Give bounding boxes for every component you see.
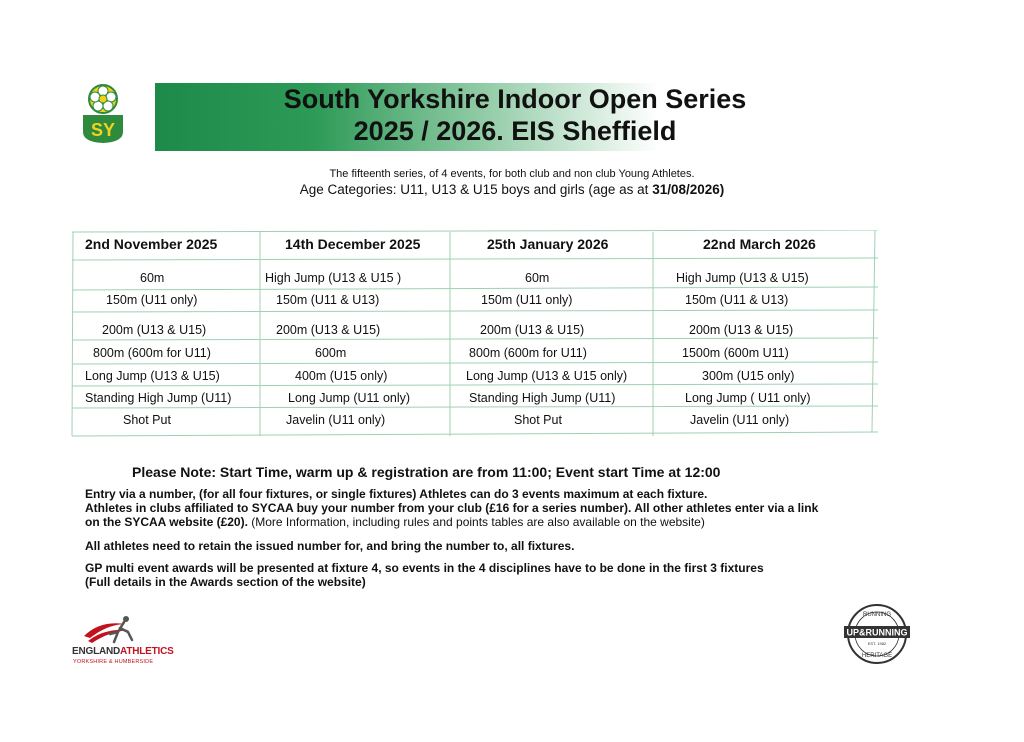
ea-word-england: ENGLAND	[72, 646, 121, 657]
svg-text:HERITAGE: HERITAGE	[861, 653, 893, 659]
age-categories	[0, 182, 1024, 197]
table-cell: High Jump (U13 & U15)	[676, 271, 809, 285]
header-fixture-4: 22nd March 2026	[703, 236, 816, 252]
ea-word-athletics: ATHLETICS	[120, 646, 174, 657]
table-cell: 60m	[140, 271, 165, 285]
header-fixture-2: 14th December 2025	[285, 236, 421, 252]
header-fixture-3: 25th January 2026	[487, 236, 609, 252]
series-description: The fifteenth series, of 4 events, for both club and non club Young Athletes.	[329, 168, 695, 180]
table-cell: 200m (U13 & U15)	[276, 323, 381, 337]
svg-text:RUNNING: RUNNING	[863, 612, 891, 618]
table-cell: 200m (U13 & U15)	[102, 323, 207, 337]
table-cell: 600m	[315, 346, 347, 360]
table-cell: 150m (U11 & U13)	[276, 293, 380, 307]
south-yorkshire-logo	[80, 82, 126, 144]
table-cell: Shot Put	[123, 413, 171, 427]
svg-text:EST. 1982: EST. 1982	[867, 641, 887, 646]
table-cell: Shot Put	[514, 413, 562, 427]
england-athletics-wordmark	[72, 646, 174, 657]
table-cell: 150m (U11 & U13)	[685, 293, 789, 307]
header-fixture-1: 2nd November 2025	[85, 236, 218, 252]
ea-region: YORKSHIRE & HUMBERSIDE	[73, 659, 154, 665]
table-cell: Javelin (U11 only)	[690, 413, 790, 427]
awards-note-line-2: (Full details in the Awards section of the website)	[85, 575, 366, 589]
start-time-note: Please Note: Start Time, warm up & registration are from 11:00; Event start Time at 12:00	[132, 464, 721, 480]
table-cell: Standing High Jump (U11)	[85, 391, 232, 405]
table-cell: 60m	[525, 271, 550, 285]
entry-info-line-1: Entry via a number, (for all four fixtures, or single fixtures) Athletes can do 3 events maximum at each fixture.	[85, 487, 708, 501]
table-cell: 150m (U11 only)	[106, 293, 198, 307]
table-cell: 400m (U15 only)	[295, 369, 388, 383]
table-cell: High Jump (U13 & U15 )	[265, 271, 402, 285]
table-cell: 300m (U15 only)	[702, 369, 795, 383]
awards-note-line-1: GP multi event awards will be presented at fixture 4, so events in the 4 disciplines have to be done in the first 3 fixtures	[85, 561, 764, 575]
table-cell: Long Jump ( U11 only)	[685, 391, 811, 405]
up-and-running-logo	[842, 603, 912, 665]
page-title	[155, 83, 875, 147]
title-line-2: 2025 / 2026. EIS Sheffield	[353, 116, 677, 146]
svg-text:UP&RUNNING: UP&RUNNING	[846, 627, 908, 638]
england-athletics-logo	[70, 612, 195, 672]
table-cell: 800m (600m for U11)	[93, 346, 211, 360]
table-cell: 200m (U13 & U15)	[689, 323, 794, 337]
age-date: 31/08/2026)	[652, 182, 725, 197]
age-categories-text: Age Categories: U11, U13 & U15 boys and girls (age as at	[299, 182, 653, 197]
entry-info-line-2: Athletes in clubs affiliated to SYCAA buy your number from your club (£16 for a series number). All other athletes enter via a link	[85, 501, 819, 515]
athlete-swoosh-icon	[80, 614, 140, 646]
table-cell: Long Jump (U11 only)	[288, 391, 411, 405]
table-cell: 800m (600m for U11)	[469, 346, 587, 360]
table-cell: 150m (U11 only)	[481, 293, 573, 307]
entry-info-line-3	[85, 516, 985, 530]
table-cell: Long Jump (U13 & U15)	[85, 369, 220, 383]
table-cell: Standing High Jump (U11)	[469, 391, 616, 405]
entry-info-more: (More Information, including rules and points tables are also available on the website)	[247, 515, 705, 529]
entry-info-price: on the SYCAA website (£20).	[85, 515, 248, 529]
number-retention-note: All athletes need to retain the issued number for, and bring the number to, all fixtures.	[85, 539, 575, 553]
svg-text:SY: SY	[90, 120, 116, 140]
table-cell: 200m (U13 & U15)	[480, 323, 585, 337]
title-line-1: South Yorkshire Indoor Open Series	[283, 84, 747, 114]
table-cell: Javelin (U11 only)	[286, 413, 386, 427]
table-cell: 1500m (600m U11)	[682, 346, 789, 360]
table-cell: Long Jump (U13 & U15 only)	[466, 369, 628, 383]
